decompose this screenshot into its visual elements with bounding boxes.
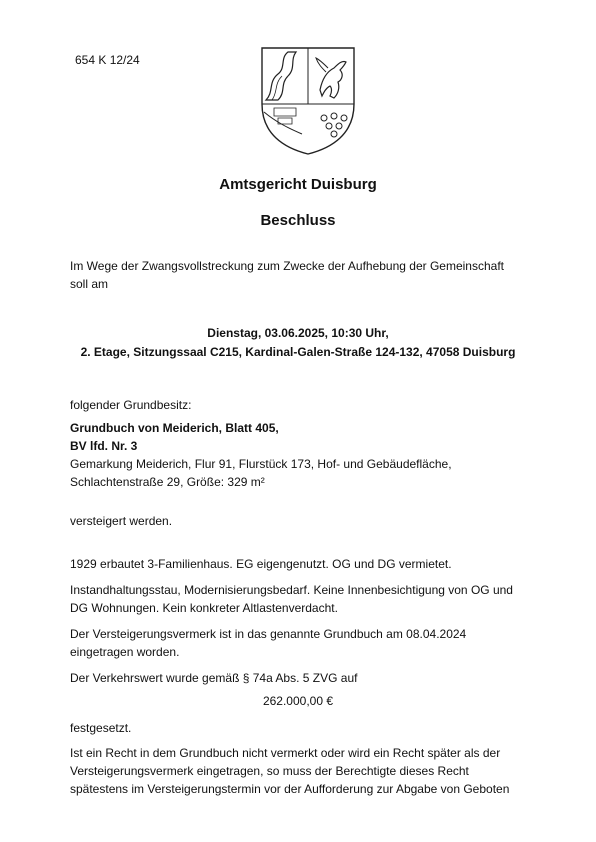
property-heading: folgender Grundbesitz:	[70, 398, 192, 412]
auction-phrase: versteigert werden.	[70, 514, 173, 528]
valuation-intro: Der Verkehrswert wurde gemäß § 74a Abs. 5 ZVG auf	[70, 671, 358, 685]
property-block	[70, 419, 530, 491]
description-paragraph	[70, 581, 530, 617]
intro-paragraph	[70, 257, 530, 293]
appointment-date-time: Dienstag, 03.06.2025, 10:30 Uhr,	[207, 326, 389, 340]
description-line-1: 1929 erbautet 3-Familienhaus. EG eigengenutzt. OG und DG vermietet.	[70, 557, 452, 571]
intro-line-2: soll am	[70, 277, 109, 291]
nrw-coat-of-arms-emblem	[256, 42, 360, 158]
document-type-heading: Beschluss	[260, 212, 336, 229]
valuation-amount: 262.000,00 €	[262, 694, 334, 708]
notice-line-3: spätestens im Versteigerungstermin vor der Aufforderung zur Abgabe von Geboten	[70, 782, 510, 796]
notice-paragraph	[70, 744, 530, 798]
registration-line-2: eingetragen worden.	[70, 645, 180, 659]
case-number: 654 K 12/24	[75, 53, 140, 67]
intro-line-1: Im Wege der Zwangsvollstreckung zum Zwecke der Aufhebung der Gemeinschaft	[70, 259, 504, 273]
registration-line-1: Der Versteigerungsvermerk ist in das genannte Grundbuch am 08.04.2024	[70, 627, 467, 641]
appointment-location: 2. Etage, Sitzungssaal C215, Kardinal-Galen-Straße 124-132, 47058 Duisburg	[80, 345, 516, 359]
registration-paragraph	[70, 625, 530, 661]
parcel-line-1: Gemarkung Meiderich, Flur 91, Flurstück 173, Hof- und Gebäudefläche,	[70, 457, 452, 471]
description-line-3: DG Wohnungen. Kein konkreter Altlastenverdacht.	[70, 601, 338, 615]
description-line-2: Instandhaltungsstau, Modernisierungsbedarf. Keine Innenbesichtigung von OG und	[70, 583, 513, 597]
parcel-line-2: Schlachtenstraße 29, Größe: 329 m²	[70, 475, 265, 489]
property-item-number: BV lfd. Nr. 3	[70, 439, 138, 453]
valuation-closing: festgesetzt.	[70, 721, 132, 735]
land-register-entry: Grundbuch von Meiderich, Blatt 405,	[70, 421, 279, 435]
notice-line-2: Versteigerungsvermerk eingetragen, so muss der Berechtigte dieses Recht	[70, 764, 469, 778]
court-name: Amtsgericht Duisburg	[219, 176, 377, 193]
notice-line-1: Ist ein Recht in dem Grundbuch nicht vermerkt oder wird ein Recht später als der	[70, 746, 501, 760]
